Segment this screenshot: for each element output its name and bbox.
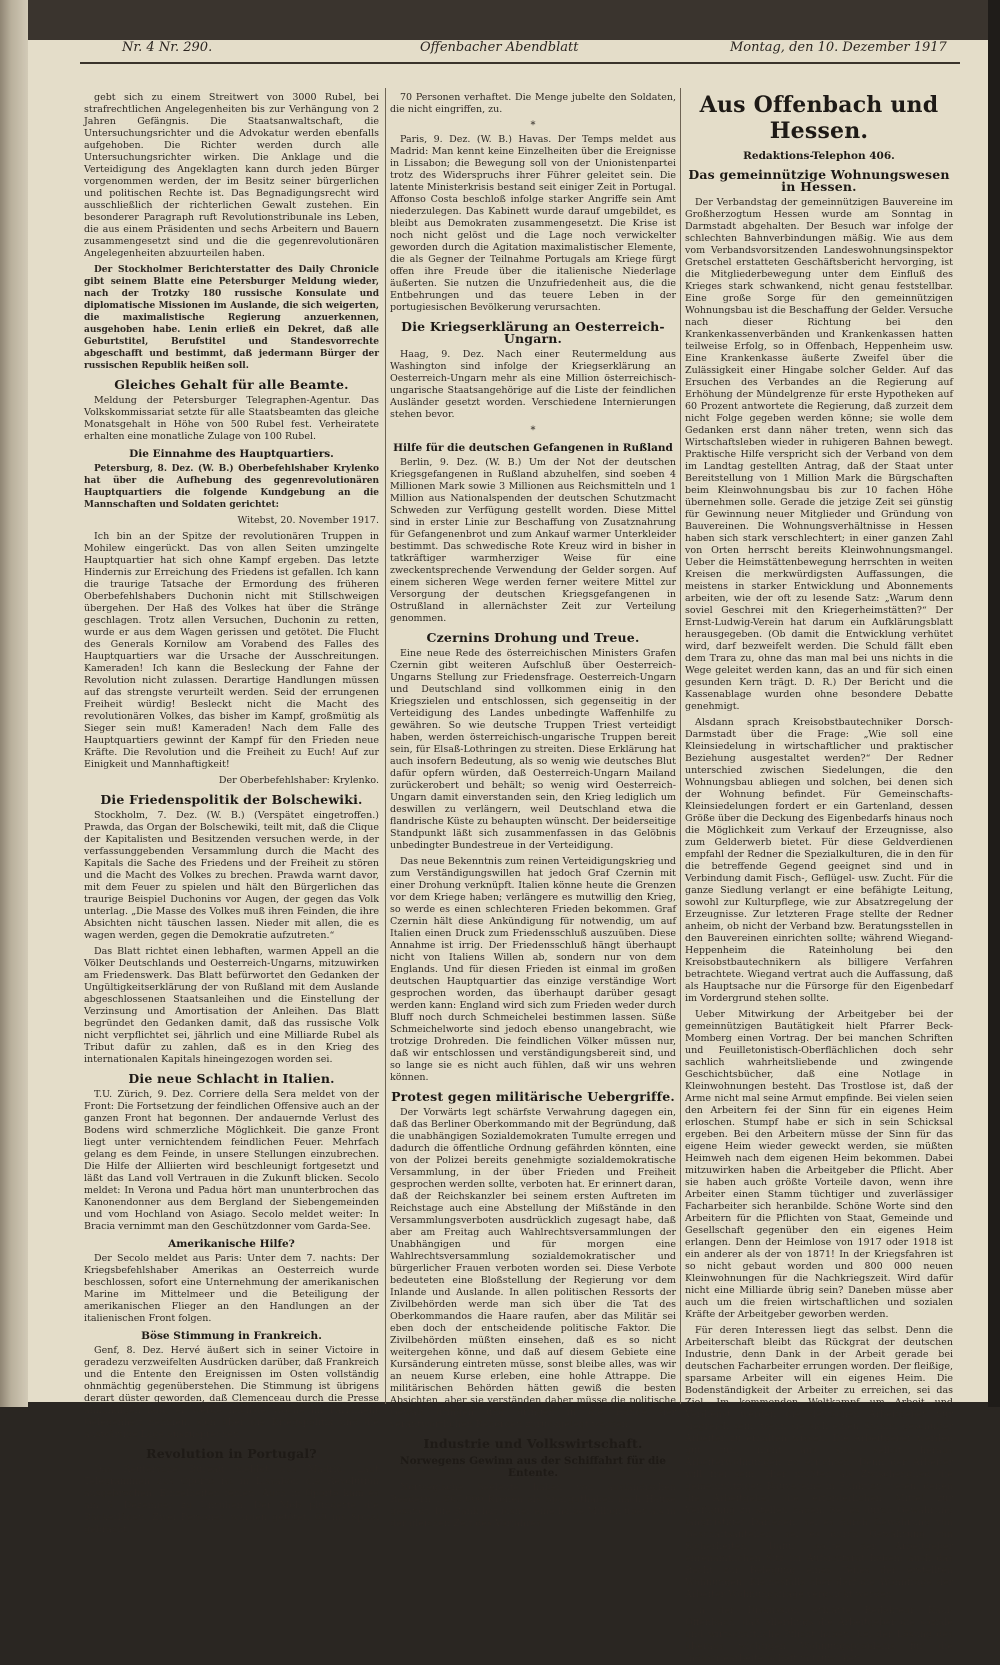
scan-right-edge — [988, 0, 1000, 1407]
paragraph: Ich bin an der Spitze der revolutionären Truppen in Mohilew eingerückt. Das von allen Seiten umzingelte Hauptquartier hat sich ohne Kampf ergeben. Das letzte Hindernis zur Erreichung des Friedens ist gefallen. Ich kann die traurige Tatsache der Ermordung des früheren Oberbefehlshabers Duchonin nicht mit Stillschweigen übergehen. Der Haß des Volkes hat über die Stränge geschlagen. Trotz allen Versuchen, Duchonin zu retten, wurde er aus dem Wagen gerissen und getötet. Die Flucht des Generals Kornilow am Vorabend des Falles des Hauptquartiers war die Ursache der Ausschreitungen. Kameraden! Ich kann die Besleckung der Fahne der Revolution nicht zulassen. Derartige Handlungen müssen auf das strengste verurteilt werden. Seid der errungenen Freiheit würdig! Besleckt nicht die Macht des revolutionären Volkes, das bisher im Kampf, großmütig als Sieger sein muß! Kameraden! Nach dem Falle des Hauptquartiers gewinnt der Kampf für den Frieden neue Kräfte. Die Revolution und die Freiheit zu Euch! Auf zur Einigkeit und Mannhaftigkeit! — [84, 531, 379, 770]
scan-top-edge — [0, 0, 1000, 40]
paragraph: Genf, 8. Dez. Hervé äußert sich in seiner Victoire in geradezu verzweifelten Ausdrücken darüber, daß Frankreich und die Entente den Ereignissen im Osten vollständig ohnmächtig gegenüberstehen. Die Stimmung ist übrigens derart düster geworden, daß Clemenceau durch die Presse ankündigen läßt, er werde nächste Woche im Parlament Gelegenheit nehmen, sich über die Kriegspolitik und die auswärtige Lage auszusprechen. — [84, 1345, 379, 1440]
article-headline: Die Friedenspolitik der Bolschewiki. — [100, 792, 363, 807]
article-subheadline: Die Einnahme des Hauptquartiers. — [129, 448, 334, 460]
page-header — [80, 36, 960, 64]
paragraph: Paris, 9. Dez. (W. B.) Havas. Der Temps meldet aus Madrid: Man kennt keine Einzelheiten über die Ereignisse in Lissabon; die Bewegung soll von der Unionistenpartei trotz des Widerspruchs ihrer Führer geleitet sein. Die latente Ministerkrisis bestand seit einiger Zeit in Portugal. Affonso Costa beschloß infolge starker Angriffe sein Amt niederzulegen. Das Kabinett wurde darauf umgebildet, es bleibt aus Demokraten zusammengesetzt. Die Krise ist noch nicht gelöst und die Lage noch verwickelter geworden durch die Agitation maximalistischer Elemente, die als Gegner der Teilnahme Portugals am Kriege fürgt offen ihre Freude über die italienische Niederlage äußerten. Sie nutzen die Unzufriedenheit aus, die die Entbehrungen und das teuere Leben in der portugiesischen Bevölkerung verursachten. — [390, 134, 676, 313]
article-headline: Gleiches Gehalt für alle Beamte. — [114, 377, 349, 392]
article-headline: Das gemeinnützige Wohnungswesen in Hessen. — [688, 167, 950, 194]
paragraph: Stockholm, 7. Dez. (W. B.) (Verspätet eingetroffen.) Prawda, das Organ der Bolschewiki, teilt mit, daß die Clique der Kapitalisten und Besitzenden versuchen werde, in der verfassunggebenden Versammlung durch die Macht des Kapitals die Sache des Friedens und der Freiheit zu stören und die Macht des Volkes zu brechen. Prawda warnt davor, mit dem Feuer zu spielen und hält den Bürgerlichen das traurige Beispiel Duchonins vor Augen, der gegen das Volk unterlag. „Die Masse des Volkes muß ihren Feinden, die ihre Absichten nicht täuschen lassen. Nieder mit allen, die es wagen werden, gegen die Demokratie aufzutreten.“ — [84, 810, 379, 941]
header-date: Montag, den 10. Dezember 1917 — [730, 40, 947, 55]
column-2 — [390, 92, 676, 1529]
article-headline: Protest gegen militärische Uebergriffe. — [391, 1089, 675, 1104]
article-headline: Die neue Schlacht in Italien. — [128, 1071, 335, 1086]
section-heading: Aus Offenbach und Hessen. — [699, 92, 939, 144]
article-headline: Die Kriegserklärung an Oesterreich-Ungarn. — [401, 319, 665, 346]
paragraph: Der Verbandstag der gemeinnützigen Bauvereine im Großherzogtum Hessen wurde am Sonntag in Darmstadt abgehalten. Der Besuch war infolge der schlechten Bahnverbindungen mäßig. Wie aus dem vom Verbandsvorsitzenden Landeswohnungsinspektor Gretschel erstatteten Geschäftsbericht hervorging, ist die Mitgliederbewegung unter dem Einfluß des Krieges stark schwankend, nicht genau feststellbar. Eine große Sorge für den gemeinnützigen Wohnungsbau ist die Beschaffung der Gelder. Versuche nach dieser Richtung bei den Krankenkassenverbänden und Krankenkassen hatten teilweise Erfolg, so in Offenbach, Heppenheim usw. Eine Krankenkasse äußerte Zweifel über die Zulässigkeit einer Hingabe solcher Gelder. Auf das Ersuchen des Verbandes an die Regierung auf Erhöhung der Mündelgrenze für erste Hypotheken auf 60 Prozent antwortete die Regierung, daß zurzeit dem nicht Folge gegeben werden könne; sie wolle dem Gedanken erst dann näher treten, wenn sich das Wirtschaftsleben wieder in ruhigeren Bahnen bewegt. Praktische Hilfe verspricht sich der Verband von dem im Landtag gestellten Antrag, daß der Staat unter Bereitstellung von 1 Million Mark die Bürgschaften beim Kleinwohnungsbau bis zur 10 fachen Höhe übernehmen solle. Gerade die jetzige Zeit sei günstig für Gewinnung neuer Mitglieder und Gründung von Bauvereinen. Die Wohnungsverhältnisse in Hessen haben sich stark verschlechtert; in einer ganzen Zahl von Orten herrscht bereits Kleinwohnungsmangel. Ueber die Heimstättenbewegung herrschten in weiten Kreisen die merkwürdigsten Auffassungen, die meistens in starker Entwicklung und Abonnements arbeiten, wie der oft zu lesende Satz: „Warum denn soviel Geschrei mit den Kriegerheimstätten?“ Der Ernst-Ludwig-Verein hat darum ein Aufklärungsblatt herausgegeben. (Ob damit die Entwicklung verhütet wird, darf bezweifelt werden. Die Schuld fällt eben dem Trara zu, ohne das man mal bei uns nichts in die Wege geleitet werden kann, das an und für sich einen gesunden Kern trägt. D. R.) Der Bericht und die Kassenablage wurden ohne besondere Debatte genehmigt. — [685, 197, 953, 712]
signature-line: Der Oberbefehlshaber: Krylenko. — [218, 775, 379, 786]
article-subheadline: Amerikanische Hilfe? — [168, 1238, 295, 1250]
column-3 — [685, 92, 953, 1664]
article-headline: Revolution in Portugal? — [146, 1446, 317, 1461]
paragraph: Das Blatt richtet einen lebhaften, warmen Appell an die Völker Deutschlands und Oesterreich-Ungarns, mitzuwirken am Friedenswerk. Das Blatt befürwortet den Gedanken der Ungültigkeitserklärung der von Rußland mit dem Auslande abgeschlossenen Staatsanleihen und die Einstellung der Verzinsung und Amortisation der Anleihen. Das Blatt begründet den Gedanken damit, daß das russische Volk nicht verpflichtet sei, jährlich und eine Milliarde Rubel als Tribut dafür zu zahlen, daß es in den Krieg des internationalen Kapitals hineingezogen worden sei. — [84, 946, 379, 1065]
paragraph: Für deren Interessen liegt das selbst. Denn die Arbeiterschaft bleibt das Rückgrat der deutschen Industrie, denn Dank in der Arbeit gerade bei deutschen Facharbeiter errungen worden. Der fleißige, sparsame Arbeiter will ein eigenes Heim. Die Bodenständigkeit der Arbeiter zu erreichen, sei das Ziel. Im kommenden Weltkampf um Arbeit und Verdienst werden die deutschen Arbeitgeber nur siegreich sein, wenn sie sich einen Stamm geschulter Arbeiter zu erhalten wissen. Die Arbeitgeber werden gut tun, nicht aus sich selbst heraus Arbeiterwohnungen zu errichten. Denn der Arbeiter will frei sein. Hier müßten als Zwischenglied die gemeinnützigen Bauvereine in Funktion treten, denen die Arbeitgeber die erforderlichen Mittel zur Verfügung zu stellen haben. Sei es durch Gewährung langfristiger Darlehen, sei es durch Gewährung von Geschäftsanteilen, sei es durch Gewährung von Sicherheiten. Dafür sollte der Arbeitgeber ehrenamtlichen Sitz im Aufsichtsrat haben; auch das Recht zur Belegung eines Teiles der erstellten Wohnungen. Kleinesfalls aber darf die Wohnfrage der Arbeiter Wohnungsfrage verquickt werden. — [685, 1325, 953, 1600]
paragraph: Meldung der Petersburger Telegraphen-Agentur. Das Volkskommissariat setzte für alle Staatsbeamten das gleiche Monatsgehalt in Höhe von 500 Rubel fest. Verheiratete erhalten eine monatliche Zulage von 100 Rubel. — [84, 395, 379, 442]
column-rule — [385, 88, 386, 1404]
bold-paragraph: Der Stockholmer Berichterstatter des Daily Chronicle gibt seinem Blatte eine Petersburger Meldung wieder, nach der Trotzky 180 russische Konsulate und diplomatische Missionen im Auslande, die sich weigerten, die maximalistische Regierung anzuerkennen, ausgehoben habe. Lenin erließ ein Dekret, daß alle Geburtstitel, Berufstitel und Standesvorrechte abgeschafft und bestimmt, daß jedermann Bürger der russischen Republik heißen soll. — [84, 265, 379, 371]
paragraph: Der Vorwärts legt schärfste Verwahrung dagegen ein, daß das Berliner Oberkommando mit der Begründung, daß die unabhängigen Sozialdemokraten Tumulte erregen und dadurch die öffentliche Ordnung gefährden könnten, eine von der Polizei bereits genehmigte sozialdemokratische Versammlung, in der über Frieden und Freiheit gesprochen werden sollte, verboten hat. Er erinnert daran, daß der Reichskanzler bei seinem ersten Auftreten im Reichstage auch eine Abstellung der Mißstände in den Versammlungsverboten ausdrücklich zugesagt habe, daß aber am Freitag auch Wahlrechtsversammlungen der Unabhängigen und für morgen eine Wahlrechtsversammlung sozialdemokratischer und bürgerlicher Frauen verboten worden sei. Diese Verbote bedeuteten eine Bloßstellung der Regierung vor dem Inlande und Auslande. In allen politischen Ressorts der Zivilbehörden werde man sich über die Tat des Oberkommandos die Haare raufen, aber das Militär sei eben doch der entscheidende politische Faktor. Die Zivilbehörden müßten einsehen, daß es so nicht weitergehen könne, und daß auf diesem Gebiete eine Kursänderung eintreten müsse, sonst bleibe alles, was wir an neuem Kurse erleben, eine hohle Attrappe. Die militärischen Behörden hätten gewiß die besten Absichten, aber sie verständen daher müsse die politische Gewalt dringen und dringen in die Hände der verantwortlichen Behörden zurückgelegt werden. — [390, 1107, 676, 1430]
article-subheadline: Norwegens Gewinn aus der Schiffahrt für die Entente. — [400, 1455, 666, 1479]
paragraph: Der Secolo meldet aus Paris: Unter dem 7. nachts: Der Kriegsbefehlshaber Amerikas an Oesterreich wurde beschlossen, sofort eine Unternehmung der amerikanischen Marine im Mittelmeer und die Beteiligung der amerikanischen Flieger an den Handlungen an der italienischen Front folgen. — [84, 1253, 379, 1324]
paragraph: Ueber Mitwirkung der Arbeitgeber bei der gemeinnützigen Bautätigkeit hielt Pfarrer Beck-Momberg einen Vortrag. Der bei manchen Schriften und Feuilletonistisch-Oberflächlichen doch sehr sachlich wahrheitsliebende und zwingende Geschichtsbücher, daß eine Notlage in Kleinwohnungen besteht. Das Trostlose ist, daß der Arme nicht mal seine Armut empfinde. Bei vielen seien den Arbeitern fei der Sinn für ein eigenes Heim erloschen. Stumpf habe er sich in sein Schicksal ergeben. Bei den Arbeitern müsse der Sinn für das eigene Heim wieder geweckt werden, sie müßten Heimweh nach dem eigenen Heim bekommen. Dabei mitzuwirken haben die Arbeitgeber die Pflicht. Aber sie haben auch größte Vorteile davon, wenn ihre Arbeiter einen Stamm tüchtiger und zuverlässiger Facharbeiter sich heranbilde. Schöne Worte sind den Arbeitern für die Pflichten von Staat, Gemeinde und Gesellschaft gegenüber den ein eigenes Heim erlangen. Denn der Heimlose von 1917 oder 1918 ist ein anderer als der von 1871! In der Kriegsfahren ist so nicht gebaut worden und 800 000 neuen Kleinwohnungen für die Nachkriegszeit. Wird dafür nicht eine Milliarde übrig sein? Daneben müsse aber auch um die freien wirtschaftlichen und sozialen Kräfte der Arbeitgeber geworben werden. — [685, 1009, 953, 1320]
article-headline: Czernins Drohung und Treue. — [426, 630, 640, 645]
paragraph: Haag, 9. Dez. Nach einer Reutermeldung aus Washington sind infolge der Kriegserklärung an Oesterreich-Ungarn mehr als eine Million österreichisch-ungarische Staatsangehörige auf die Liste der feindlichen Ausländer gesetzt worden. Verschiedene Internierungen stehen bevor. — [390, 349, 676, 420]
column-rule — [680, 88, 681, 1404]
separator: * — [530, 425, 536, 436]
paragraph: Das Reutersche Bureau meldet aus Madrid: Laut Telegrammen aus Oporto ist in Lissabon die Revolution ausgebrochen. Einzelheiten fehlen. Auch in Oporto kam es am 5. Dezember zu Unruhen. Der Mob plünderte die Bäckerläden. Zwei Personen wurden getötet, 60 ins Spital gebracht. — [84, 1464, 379, 1535]
paragraph: Berlin, 9. Dez. (W. B.) Um der Not der deutschen Kriegsgefangenen in Rußland abzuhelfen, sind soeben 4 Millionen Mark sowie 3 Millionen aus Reichsmitteln und 1 Million aus Nationalspenden der deutschen Schutzmacht Schweden zur Verfügung gestellt worden. Diese Mittel sind in erster Linie zur Beschaffung von Zusatznahrung für Gefangenenbrot und zum Ankauf warmer Unterkleider bestimmt. Das schwedische Rote Kreuz wird in bisher in tatkräftiger warmherziger Weise für eine zweckentsprechende Verwendung der Gelder sorgen. Auf einem sicheren Wege werden ferner weitere Mittel zur Versorgung der deutschen Kriegsgefangenen in Ostrußland in allernächster Zeit zur Verteilung genommen. — [390, 457, 676, 624]
paragraph: Eine neue Rede des österreichischen Ministers Grafen Czernin gibt weiteren Aufschluß über Oesterreich-Ungarns Stellung zur Friedensfrage. Oesterreich-Ungarn und Deutschland sind vollkommen einig in den Kriegszielen und entschlossen, sich gegenseitig in der Verteidigung des Landes unbedingte Waffenhilfe zu gewähren. So wie deutsche Truppen Triest verteidigt haben, werden österreichisch-ungarische Truppen bereit sein, für Elsaß-Lothringen zu streiten. Diese Erklärung hat auch insofern Bedeutung, als so wenig wie deutsches Blut dafür opfern würden, daß Oesterreich-Ungarn Mailand zurückerobert und behält; so wenig wird Oesterreich-Ungarn damit einverstanden sein, den Krieg lediglich um deswillen zu verlängern, weil Deutschland etwa die flandrische Küste zu behaupten wünscht. Der beiderseitige Standpunkt läßt sich zusammenfassen in das Gelöbnis unbedingter Bundestreue in der Verteidigung. — [390, 648, 676, 851]
article-headline: Industrie und Volkswirtschaft. — [423, 1436, 643, 1451]
book-binding — [0, 0, 28, 1407]
separator: * — [530, 120, 536, 131]
signature-line: Witebst, 20. November 1917. — [237, 515, 379, 526]
paragraph: Norwegische Seeleute haben von ausländischen Reedern 1.865.000 Kronen als Sparguthaben nach Hause gesandt. Die Bank hat bisher eine halbe Million über als in der gleichen Zeit des Vorjahres. — [390, 1482, 676, 1529]
article-subheadline: Böse Stimmung in Frankreich. — [141, 1330, 322, 1342]
column-1 — [84, 92, 379, 1535]
paragraph: gebt sich zu einem Streitwert von 3000 Rubel, bei strafrechtlichen Angelegenheiten bis zur Verhängung von 2 Jahren Gefängnis. Die Staatsanwaltschaft, die Untersuchungsrichter und die Advokatur werden ebenfalls aufgehoben. Die Richter werden durch alle Untersuchungsrichter wirken. Die Anklage und die Verteidigung des Angeklagten kann durch jeden Bürger vorgenommen werden, der im Besitz seiner bürgerlichen und politischen Rechte ist. Das Begnadigungsrecht wird ausschließlich der richterlichen Gewalt zustehen. Ein besonderer Paragraph ruft Revolutionstribunale ins Leben, die aus einem Präsidenten und sechs Arbeitern und Bauern zusammengesetzt sind und die die gegenrevolutionären Angelegenheiten abzuurteilen haben. — [84, 92, 379, 259]
article-subheadline: Redaktions-Telephon 406. — [743, 150, 895, 162]
article-subheadline: Hilfe für die deutschen Gefangenen in Rußland — [393, 442, 673, 454]
bold-paragraph: Petersburg, 8. Dez. (W. B.) Oberbefehlshaber Krylenko hat über die Aufhebung des gegenrevolutionären Hauptquartiers die folgende Kundgebung an die Mannschaften und Soldaten gerichtet: — [84, 464, 379, 510]
paragraph: In der Diskussion erklärte Redakteur Kaul-Offenbach, daß allerdings die Arbeitgeber die soziale und wirtschaftliche Pflicht haben, bei der Lösung des überaus wichtigen Wohnungsproblems für die Industriearbeiterschaft mitzuwirken. — [685, 1605, 953, 1664]
paragraph: Alsdann sprach Kreisobstbautechniker Dorsch-Darmstadt über die Frage: „Wie soll eine Kleinsiedelung in wirtschaftlicher und praktischer Beziehung ausgestaltet werden?“ Der Redner unterschied zwischen Siedelungen, die den Wohnungsbau abliegen und solchen, bei denen sich der Wohnung befindet. Für Gemeinschafts-Kleinsiedelungen fordert er ein Gartenland, dessen Größe über die Deckung des Eigenbedarfs hinaus noch die Möglichkeit zum Verkauf der Erzeugnisse, also zum Gelderwerb bietet. Für diese Geldverdienen empfahl der Redner die Spezialkulturen, die in den für die betreffende Gegend geeignet sind und in Verbindung damit Fisch-, Geflügel- usw. Zucht. Für die ganze Siedlung verlangt er eine befähigte Leitung, sowohl zur Kulturpflege, wie zur Absatzregelung der Erzeugnisse. Zur letzteren Frage stellte der Redner anheim, ob nicht der Verband bzw. Beratungsstellen in den Bauvereinen einrichten sollte; während Wiegand-Heppenheim die Rateinholung bei den Kreisobstbautechnikern als billigere Verfahren betrachtete. Wiegand vertrat auch die Auffassung, daß als Hauptsache nur die Fürsorge für den Eigenbedarf im Vordergrund stehen sollte. — [685, 717, 953, 1004]
paragraph: T.U. Zürich, 9. Dez. Corriere della Sera meldet von der Front: Die Fortsetzung der feindlichen Offensive auch an der ganzen Front hat begonnen. Der andauernde Verlust des Bodens wird schmerzliche Möglichkeit. Die ganze Front liegt unter vernichtendem feindlichen Feuer. Mehrfach gelang es dem Feinde, in unsere Stellungen einzubrechen. Die Hilfe der Alliierten wird beschleunigt fortgesetzt und läßt das Land voll Vertrauen in die Zukunft blicken. Secolo meldet: In Verona und Padua hört man ununterbrochen das Kanonendonner aus dem Bergland der Siebengemeinden und vom Hochland von Asiago. Secolo meldet weiter: In Bracia vernimmt man den Geschützdonner vom Garda-See. — [84, 1089, 379, 1232]
paragraph: Das neue Bekenntnis zum reinen Verteidigungskrieg und zum Verständigungswillen hat jedoch Graf Czernin mit einer Drohung verknüpft. Italien könne heute die Grenzen vor dem Kriege haben; verlängere es mutwillig den Krieg, so werde es einen schlechteren Frieden bekommen. Graf Czernin hält diese Ankündigung für notwendig, um auf Italien einen Druck zum Friedensschluß auszuüben. Diese Annahme ist irrig. Der Friedensschluß hängt überhaupt nicht von Italiens Willen ab, sondern nur von dem Englands. Und für diesen Frieden ist einmal im großen deutschen Hauptquartier das einzige verständige Wort gesprochen worden, das überhaupt darüber gesagt werden kann: England wird sich zum Frieden weder durch Bluff noch durch Schmeichelei bestimmen lassen. Süße Schmeichelworte sind jedoch ebenso unangebracht, wie trotzige Drohreden. Die feindlichen Völker müssen nur, daß wir entschlossen und verständigungsbereit sind, und so lange sie es nicht auch fühlen, daß wir uns wehren können. — [390, 856, 676, 1083]
header-issue: Nr. 4 Nr. 290. — [122, 40, 213, 55]
header-title: Offenbacher Abendblatt — [420, 40, 579, 55]
paragraph: 70 Personen verhaftet. Die Menge jubelte den Soldaten, die nicht eingriffen, zu. — [390, 92, 676, 115]
